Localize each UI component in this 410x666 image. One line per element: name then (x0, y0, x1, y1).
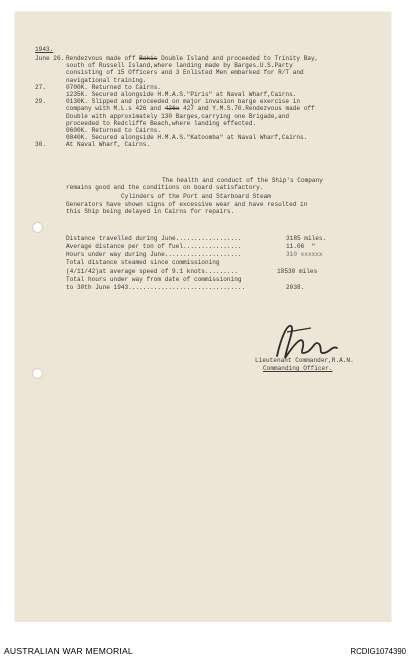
paragraph-line: this Ship being delayed in Cairns for repairs. (66, 207, 235, 215)
entry-text (66, 98, 300, 105)
paragraph-line: Cylinders of the Port and Starboard Steam (121, 193, 271, 201)
entry-text (66, 55, 318, 62)
stat-label: Distance travelled during June.................. (66, 235, 242, 242)
entry-text (66, 127, 161, 134)
entry-text (66, 91, 296, 98)
entry-date: 29. (35, 98, 46, 106)
stat-label: Average distance per ton of fuel................ (66, 243, 242, 250)
entry-date: 30. (35, 141, 46, 149)
archive-footer (0, 622, 410, 666)
institution-label: AUSTRALIAN WAR MEMORIAL (4, 646, 133, 656)
entry-text (66, 69, 304, 76)
entry-text-rest: Double Island and proceeded to Trinity Bay, (157, 55, 319, 62)
struck-text: Bakis (139, 55, 158, 62)
struck-text: 426x (164, 105, 180, 113)
paragraph-line: The health and conduct of the Ship's Company (162, 177, 323, 184)
entry-text (66, 120, 256, 127)
stat-label: Total distance steamed since commissioning (66, 259, 220, 266)
entry-text-part: proceeded to Redcliffe Beach,where landing effected. (66, 119, 257, 127)
entry-text-part: 0600K. Returned to Cairns. (66, 127, 162, 134)
entry-text-part: At Naval Wharf, Cairns. (66, 141, 151, 149)
entry-text-part: 0840K. Secured alongside H.M.A.S."Katoomba" at Naval Wharf,Cairns. (66, 134, 308, 142)
entry-text-part: 1235K. Secured alongside H.M.A.S."Piris" at Naval Wharf,Cairns. (66, 91, 297, 98)
entry-text-part: company with M.L.s 426 and (66, 105, 165, 113)
record-id: RCDIG1074390 (350, 647, 406, 656)
entry-text (66, 113, 289, 120)
entry-text-part: south of Russell Island,where landing made by Barges.U.S.Party (66, 62, 293, 70)
entry-date: June 26. (35, 55, 65, 62)
entry-text-part: consisting of 15 Officers and 3 Enlisted Men embarked for R/T and (66, 69, 304, 77)
entry-text (66, 77, 146, 84)
stat-value: 18530 miles (277, 268, 318, 275)
punch-hole-bottom (32, 368, 43, 379)
document-page (15, 12, 391, 622)
punch-hole-top (32, 222, 43, 233)
entry-text-part: Rendezvous made off (66, 55, 140, 62)
entry-text-rest: 427 and Y.M.S.70.Rendezvous made off (179, 105, 315, 113)
paragraph-line: Generators have shown signs of excessive wear and have resulted in (66, 200, 308, 208)
stat-value: 3185 miles. (286, 235, 327, 242)
entry-text-part: Double with approximately 130 Barges,carrying one Brigade,and (66, 112, 290, 120)
stat-value: 310 xxxxxx (286, 251, 323, 258)
entry-text (66, 134, 307, 141)
signature-title: Commanding Officer. (263, 365, 333, 372)
stat-label: Total hours under way from date of commissioning (66, 276, 242, 283)
entry-date: 27. (35, 83, 46, 91)
entry-text-part: 0130K. Slipped and proceeded on major invasion barge exercise in (66, 98, 301, 106)
entry-text (66, 62, 293, 69)
stat-label: Hours under way during June..................... (66, 251, 242, 258)
entry-text-part: 0700K. Returned to Cairns. (66, 83, 162, 91)
signature-rank: Lieutenant Commander,R.A.N. (255, 357, 354, 364)
stat-label: to 30th June 1943................................ (66, 284, 246, 291)
paragraph-line: remains good and the conditions on board satisfactory. (66, 184, 264, 192)
entry-text (66, 105, 315, 112)
entry-text (66, 141, 150, 148)
entry-text-part: navigational training. (66, 76, 147, 84)
stat-value: 2038. (286, 284, 305, 291)
entry-text (66, 84, 161, 91)
stat-value: 11.06 " (286, 243, 316, 250)
year-heading: 1943. (35, 46, 54, 53)
stat-label: (4/11/42)at average speed of 9.1 knots......... (66, 268, 238, 275)
